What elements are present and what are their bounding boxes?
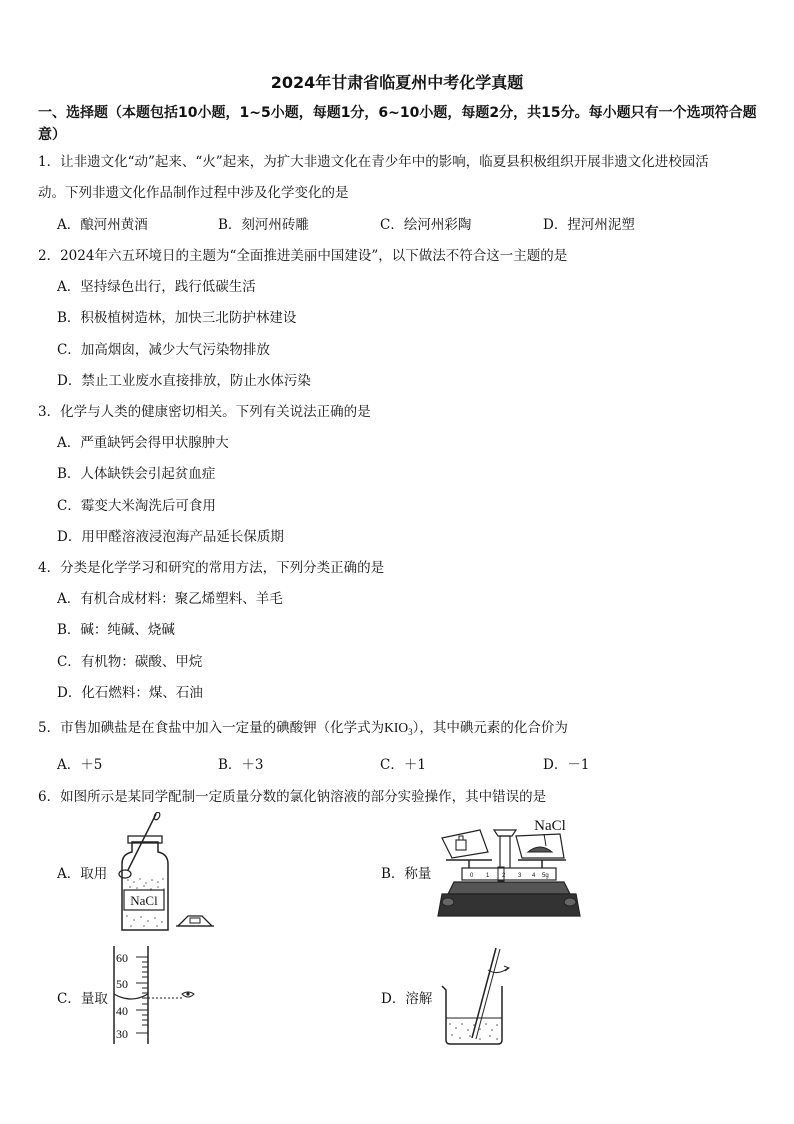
q1-option-a: A．酿河州黄酒 — [57, 217, 148, 233]
q6-option-a: A．取用 — [57, 866, 108, 882]
q6-option-c: C．量取 — [57, 991, 108, 1007]
q6-option-d: D．溶解 — [381, 991, 433, 1007]
balance-label: NaCl — [534, 818, 566, 834]
q4-option-d: D．化石燃料：煤、石油 — [57, 685, 203, 701]
q5-option-b: B．＋3 — [218, 757, 264, 773]
q4-option-c: C．有机物：碳酸、甲烷 — [57, 654, 203, 670]
q1-option-d: D．捏河州泥塑 — [543, 217, 635, 233]
scale-2: 2 — [502, 873, 506, 879]
graduated-cylinder-figure — [108, 944, 204, 1048]
q5-formula-main: KIO — [384, 720, 409, 735]
q5-formula — [384, 720, 413, 735]
bottle-label: NaCl — [130, 893, 158, 908]
q1-option-b: B．刻河州砖雕 — [218, 217, 309, 233]
q2-option-c: C．加高烟囱，减少大气污染物排放 — [57, 342, 270, 358]
q2-option-a: A．坚持绿色出行，践行低碳生活 — [57, 279, 256, 295]
balance-figure — [432, 812, 592, 926]
q5-stem-after: ），其中碘元素的化合价为 — [412, 720, 568, 736]
scale-1: 1 — [486, 873, 490, 879]
tick-40: 40 — [116, 1004, 128, 1018]
q5-stem-before: 5．市售加碘盐是在食盐中加入一定量的碘酸钾（化学式为 — [38, 720, 385, 736]
tick-50: 50 — [116, 977, 128, 991]
q2-option-d: D．禁止工业废水直接排放，防止水体污染 — [57, 373, 311, 389]
q3-option-d: D．用甲醛溶液浸泡海产品延长保质期 — [57, 529, 284, 545]
tick-60: 60 — [116, 951, 128, 965]
q3-option-a: A．严重缺钙会得甲状腺肿大 — [57, 435, 229, 451]
q3-stem: 3．化学与人类的健康密切相关。下列有关说法正确的是 — [38, 404, 371, 420]
scale-0: 0 — [470, 873, 474, 879]
q5-option-d: D．－1 — [543, 757, 590, 773]
q5-formula-sub: 3 — [408, 727, 413, 737]
scale-5: 5g — [542, 873, 549, 879]
tick-30: 30 — [116, 1027, 128, 1041]
section-heading: 一、选择题（本题包括10小题，1~5小题，每题1分，6~10小题，每题2分，共15分。每小题只有一个选项符合题意） — [38, 105, 757, 143]
q5-option-c: C．＋1 — [380, 757, 426, 773]
scale-3: 3 — [518, 873, 522, 879]
q5-stem — [38, 716, 768, 737]
page-title: 2024年甘肃省临夏州中考化学真题 — [270, 73, 524, 92]
beaker-figure — [436, 944, 518, 1048]
scale-4: 4 — [532, 873, 536, 879]
q2-stem: 2．2024年六五环境日的主题为“全面推进美丽中国建设”，以下做法不符合这一主题的是 — [38, 248, 568, 264]
q2-option-b: B．积极植树造林，加快三北防护林建设 — [57, 310, 297, 326]
q4-option-b: B．碱：纯碱、烧碱 — [57, 622, 175, 638]
q1-stem-line2: 动。下列非遗文化作品制作过程中涉及化学变化的是 — [38, 185, 349, 201]
q6-stem: 6．如图所示是某同学配制一定质量分数的氯化钠溶液的部分实验操作，其中错误的是 — [38, 789, 547, 805]
q4-option-a: A．有机合成材料：聚乙烯塑料、羊毛 — [57, 591, 283, 607]
q4-stem: 4．分类是化学学习和研究的常用方法，下列分类正确的是 — [38, 560, 385, 576]
q1-option-c: C．绘河州彩陶 — [380, 217, 472, 233]
q3-option-b: B．人体缺铁会引起贫血症 — [57, 466, 216, 482]
q5-option-a: A．＋5 — [57, 757, 103, 773]
reagent-bottle-figure — [106, 812, 216, 934]
q1-stem-line1: 1．让非遗文化“动”起来、“火”起来，为扩大非遗文化在青少年中的影响，临夏县积极组织开展非遗文化进校园活 — [38, 154, 709, 170]
q3-option-c: C．霉变大米淘洗后可食用 — [57, 498, 216, 514]
q6-option-b: B．称量 — [381, 866, 432, 882]
